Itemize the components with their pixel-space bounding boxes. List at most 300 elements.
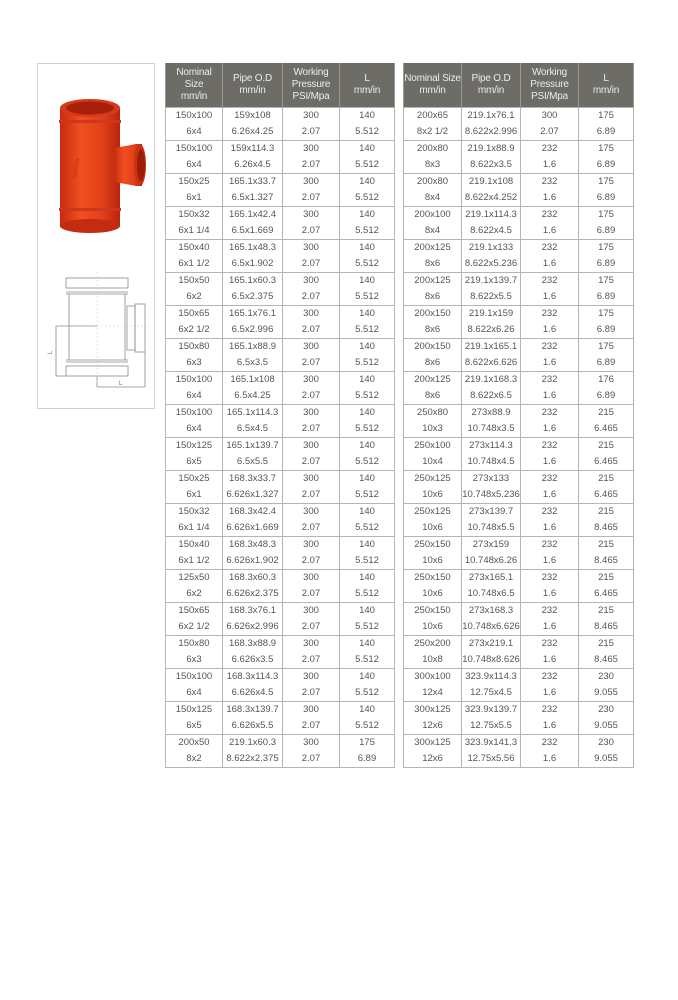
pipe-od-cell [462, 174, 521, 207]
nominal-size-cell-metric: 300x100 [414, 671, 451, 682]
table-row [166, 438, 395, 471]
pipe-od-cell-imperial: 6.5x1.902 [231, 258, 274, 269]
working-pressure-cell [283, 240, 340, 273]
nominal-size-cell-metric: 200x125 [414, 275, 451, 286]
length-l-cell-imperial: 6.89 [596, 258, 616, 269]
nominal-size-cell-metric: 250x150 [414, 539, 451, 550]
working-pressure-cell-imperial: 1.6 [542, 159, 557, 170]
pipe-od-cell [462, 405, 521, 438]
pipe-od-cell [223, 339, 283, 372]
nominal-size-cell-imperial: 6x4 [186, 390, 202, 401]
working-pressure-cell-metric: 232 [541, 572, 558, 583]
nominal-size-cell [404, 372, 462, 405]
length-l-cell-metric: 230 [598, 704, 614, 715]
length-l-cell [340, 636, 395, 669]
length-l-cell-imperial: 6.89 [596, 159, 616, 170]
length-l-cell-imperial: 6.465 [594, 489, 618, 500]
nominal-size-cell-metric: 250x150 [414, 572, 451, 583]
working-pressure-cell [283, 108, 340, 141]
nominal-size-cell-metric: 250x80 [416, 407, 449, 418]
length-l-cell-imperial: 6.89 [596, 357, 616, 368]
nominal-size-cell-metric: 200x80 [416, 176, 449, 187]
pipe-od-cell [462, 669, 521, 702]
length-l-cell-imperial: 5.512 [355, 654, 379, 665]
length-l-cell-imperial: 5.512 [355, 621, 379, 632]
working-pressure-cell-metric: 300 [303, 671, 319, 682]
nominal-size-cell-metric: 200x125 [414, 374, 451, 385]
nominal-size-cell-imperial: 10x4 [422, 456, 443, 467]
pipe-od-cell-metric: 273x114.3 [469, 440, 513, 451]
nominal-size-cell-imperial: 8x3 [424, 159, 441, 170]
table-row [404, 735, 634, 768]
working-pressure-cell-metric: 232 [541, 704, 558, 715]
working-pressure-cell-metric: 232 [541, 407, 558, 418]
length-l-cell-imperial: 5.512 [355, 357, 379, 368]
pipe-od-cell-imperial: 6.5x5.5 [236, 456, 269, 467]
nominal-size-cell [166, 636, 223, 669]
nominal-size-cell-metric: 250x125 [414, 473, 451, 484]
pipe-od-cell-imperial: 8.622x4.5 [470, 225, 512, 236]
length-l-cell-imperial: 6.89 [357, 753, 377, 764]
pipe-od-cell [223, 273, 283, 306]
working-pressure-cell-imperial: 2.07 [301, 456, 321, 467]
pipe-od-cell-metric: 159x108 [234, 110, 271, 121]
table-header-row [166, 63, 395, 108]
working-pressure-cell [521, 108, 579, 141]
length-l-cell-metric: 140 [359, 308, 375, 319]
nominal-size-cell [166, 306, 223, 339]
length-l-cell-metric: 175 [359, 737, 375, 748]
pipe-od-cell-imperial: 10.748x8.626 [462, 654, 520, 665]
length-l-cell [579, 306, 634, 339]
length-l-cell-metric: 175 [598, 143, 614, 154]
table-row [166, 636, 395, 669]
table-row [166, 405, 395, 438]
pipe-od-cell-imperial: 10.748x3.5 [467, 423, 515, 434]
length-l-cell-metric: 140 [359, 110, 375, 121]
length-l-cell-metric: 215 [598, 638, 614, 649]
working-pressure-cell-metric: 300 [303, 473, 319, 484]
length-l-cell [579, 438, 634, 471]
header-pipe-od: Pipe O.D mm/in [462, 63, 521, 108]
pipe-od-cell-imperial: 6.626x2.375 [226, 588, 279, 599]
working-pressure-cell-imperial: 1.6 [542, 522, 557, 533]
nominal-size-cell-metric: 200x125 [414, 242, 451, 253]
table-row [404, 108, 634, 141]
working-pressure-cell-imperial: 1.6 [542, 390, 557, 401]
length-l-cell-metric: 140 [359, 209, 375, 220]
length-l-cell [579, 240, 634, 273]
working-pressure-cell [521, 735, 579, 768]
nominal-size-cell-imperial: 8x2 1/2 [416, 126, 449, 137]
working-pressure-cell-imperial: 2.07 [301, 258, 321, 269]
pipe-od-cell-metric: 323.9x139.7 [464, 704, 518, 715]
nominal-size-cell-imperial: 8x6 [424, 390, 441, 401]
working-pressure-cell [283, 306, 340, 339]
working-pressure-cell [521, 405, 579, 438]
working-pressure-cell-metric: 300 [303, 539, 319, 550]
table-row [166, 207, 395, 240]
working-pressure-cell-imperial: 2.07 [301, 192, 321, 203]
length-l-cell [340, 339, 395, 372]
pipe-od-cell [223, 669, 283, 702]
length-l-cell [579, 339, 634, 372]
length-l-cell-imperial: 9.055 [594, 720, 618, 731]
nominal-size-cell [404, 735, 462, 768]
nominal-size-cell-imperial: 10x3 [422, 423, 443, 434]
pipe-od-cell-metric: 219.1x165.1 [464, 341, 518, 352]
pipe-od-cell-imperial: 8.622x5.5 [470, 291, 512, 302]
length-l-cell-imperial: 8.465 [594, 621, 618, 632]
pipe-od-cell [223, 735, 283, 768]
pipe-od-cell-imperial: 6.5x3.5 [236, 357, 269, 368]
table-row [404, 207, 634, 240]
length-l-cell-metric: 215 [598, 572, 614, 583]
working-pressure-cell [521, 702, 579, 735]
pipe-od-cell [223, 405, 283, 438]
working-pressure-cell-metric: 300 [303, 572, 319, 583]
length-l-cell-imperial: 6.89 [596, 324, 616, 335]
length-l-cell-metric: 215 [598, 473, 614, 484]
working-pressure-cell [283, 735, 340, 768]
pipe-od-cell-metric: 273x88.9 [471, 407, 511, 418]
nominal-size-cell-metric: 150x100 [175, 407, 213, 418]
working-pressure-cell [521, 669, 579, 702]
working-pressure-cell [521, 471, 579, 504]
pipe-od-cell-imperial: 6.626x2.996 [226, 621, 279, 632]
working-pressure-cell-imperial: 2.07 [301, 390, 321, 401]
length-l-cell-metric: 215 [598, 605, 614, 616]
length-l-cell-metric: 215 [598, 506, 614, 517]
table-row [166, 537, 395, 570]
pipe-od-cell-metric: 219.1x139.7 [464, 275, 518, 286]
length-l-cell-metric: 140 [359, 143, 375, 154]
length-l-cell-metric: 140 [359, 506, 375, 517]
pipe-od-cell [462, 438, 521, 471]
length-l-cell-metric: 175 [598, 209, 614, 220]
length-l-cell-imperial: 5.512 [355, 258, 379, 269]
length-l-cell-imperial: 5.512 [355, 456, 379, 467]
pipe-od-cell-imperial: 6.626x1.902 [226, 555, 279, 566]
working-pressure-cell-imperial: 1.6 [542, 654, 557, 665]
nominal-size-cell-metric: 150x100 [175, 671, 213, 682]
pipe-od-cell-imperial: 10.748x6.5 [467, 588, 515, 599]
table-row [166, 141, 395, 174]
pipe-od-cell [462, 141, 521, 174]
table-row [404, 636, 634, 669]
header-working-pressure: Working Pressure PSI/Mpa [521, 63, 579, 108]
length-l-cell-metric: 140 [359, 473, 375, 484]
length-l-cell-metric: 215 [598, 539, 614, 550]
length-l-cell-imperial: 9.055 [594, 753, 618, 764]
length-l-cell-metric: 140 [359, 671, 375, 682]
pipe-od-cell-imperial: 6.5x1.669 [231, 225, 274, 236]
length-l-cell-metric: 140 [359, 176, 375, 187]
working-pressure-cell-metric: 300 [303, 638, 319, 649]
working-pressure-cell-metric: 300 [303, 605, 319, 616]
nominal-size-cell-imperial: 10x6 [422, 522, 443, 533]
working-pressure-cell-metric: 300 [303, 506, 319, 517]
pipe-od-cell-metric: 165.1x108 [230, 374, 275, 385]
working-pressure-cell [521, 438, 579, 471]
nominal-size-cell-imperial: 8x6 [424, 324, 441, 335]
nominal-size-cell-metric: 200x80 [416, 143, 449, 154]
length-l-cell-metric: 140 [359, 704, 375, 715]
table-row [404, 141, 634, 174]
working-pressure-cell-imperial: 2.07 [301, 687, 321, 698]
length-l-cell-imperial: 5.512 [355, 489, 379, 500]
pipe-od-cell [223, 504, 283, 537]
nominal-size-cell [166, 438, 223, 471]
pipe-od-cell [223, 141, 283, 174]
pipe-od-cell-imperial: 6.26x4.5 [234, 159, 271, 170]
length-l-cell-imperial: 5.512 [355, 126, 379, 137]
working-pressure-cell-imperial: 1.6 [542, 489, 557, 500]
nominal-size-cell-metric: 150x100 [175, 374, 213, 385]
table-row [404, 702, 634, 735]
length-l-cell [340, 603, 395, 636]
nominal-size-cell [166, 339, 223, 372]
pipe-od-cell-metric: 219.1x108 [468, 176, 514, 187]
nominal-size-cell-imperial: 6x4 [186, 423, 202, 434]
length-l-cell [340, 702, 395, 735]
working-pressure-cell-metric: 232 [541, 638, 558, 649]
working-pressure-cell-metric: 232 [541, 605, 558, 616]
nominal-size-cell-metric: 150x40 [178, 539, 210, 550]
length-l-cell-imperial: 6.89 [596, 390, 616, 401]
working-pressure-cell-imperial: 1.6 [542, 588, 557, 599]
working-pressure-cell-metric: 300 [303, 374, 319, 385]
length-l-cell-metric: 140 [359, 638, 375, 649]
working-pressure-cell-metric: 232 [541, 209, 558, 220]
pipe-od-cell-imperial: 6.626x1.327 [226, 489, 279, 500]
length-l-cell-metric: 175 [598, 275, 614, 286]
table-row [404, 669, 634, 702]
nominal-size-cell-metric: 200x150 [414, 308, 451, 319]
pipe-od-cell [462, 108, 521, 141]
length-l-cell-imperial: 6.465 [594, 456, 618, 467]
pipe-od-cell [223, 702, 283, 735]
nominal-size-cell-imperial: 8x6 [424, 291, 441, 302]
length-l-cell-imperial: 5.512 [355, 588, 379, 599]
nominal-size-cell-imperial: 6x1 [186, 489, 202, 500]
working-pressure-cell-metric: 300 [303, 704, 319, 715]
pipe-od-cell-metric: 273x159 [472, 539, 510, 550]
pipe-od-cell-metric: 273x133 [472, 473, 510, 484]
length-l-cell-metric: 175 [598, 110, 614, 121]
nominal-size-cell-metric: 150x50 [178, 275, 210, 286]
product-image-panel [37, 63, 155, 409]
length-l-cell-imperial: 5.512 [355, 522, 379, 533]
pipe-od-cell-imperial: 8.622x3.5 [470, 159, 512, 170]
length-l-cell-metric: 140 [359, 407, 375, 418]
nominal-size-cell-metric: 150x100 [175, 110, 213, 121]
table-row [166, 735, 395, 768]
working-pressure-cell-imperial: 2.07 [301, 720, 321, 731]
nominal-size-cell [404, 669, 462, 702]
working-pressure-cell [521, 636, 579, 669]
working-pressure-cell-metric: 300 [541, 110, 558, 121]
length-l-cell-imperial: 8.465 [594, 555, 618, 566]
nominal-size-cell [404, 108, 462, 141]
working-pressure-cell [521, 273, 579, 306]
table-row [404, 471, 634, 504]
spec-table-right [403, 63, 634, 768]
working-pressure-cell [283, 537, 340, 570]
length-l-cell [340, 537, 395, 570]
length-l-cell [340, 669, 395, 702]
pipe-od-cell-metric: 219.1x88.9 [467, 143, 515, 154]
working-pressure-cell [283, 570, 340, 603]
spec-table-left [165, 63, 395, 768]
length-l-cell-metric: 215 [598, 407, 614, 418]
pipe-od-cell [223, 108, 283, 141]
pipe-od-cell-metric: 323.9x141.3 [464, 737, 518, 748]
pipe-od-cell [223, 570, 283, 603]
svg-text:XXXXXX: XXXXXX [72, 157, 82, 179]
working-pressure-cell [521, 174, 579, 207]
table-row [404, 504, 634, 537]
nominal-size-cell [166, 537, 223, 570]
pipe-od-cell [223, 306, 283, 339]
working-pressure-cell-imperial: 1.6 [542, 687, 557, 698]
working-pressure-cell-metric: 232 [541, 242, 558, 253]
working-pressure-cell-metric: 300 [303, 737, 319, 748]
length-l-cell [579, 537, 634, 570]
pipe-od-cell [462, 471, 521, 504]
length-l-cell-imperial: 8.465 [594, 654, 618, 665]
nominal-size-cell-metric: 150x32 [178, 506, 210, 517]
working-pressure-cell [283, 702, 340, 735]
pipe-od-cell-metric: 273x219.1 [468, 638, 514, 649]
length-l-cell [340, 372, 395, 405]
pipe-od-cell-imperial: 8.622x4.252 [464, 192, 518, 203]
nominal-size-cell-imperial: 6x3 [186, 357, 202, 368]
working-pressure-cell-metric: 300 [303, 275, 319, 286]
length-l-cell-imperial: 5.512 [355, 687, 379, 698]
length-l-cell-imperial: 5.512 [355, 555, 379, 566]
nominal-size-cell-metric: 150x80 [178, 341, 210, 352]
pipe-od-cell-metric: 159x114.3 [230, 143, 275, 154]
pipe-od-cell [462, 636, 521, 669]
length-l-cell [579, 174, 634, 207]
length-l-cell-imperial: 5.512 [355, 291, 379, 302]
header-length-l: L mm/in [340, 63, 395, 108]
nominal-size-cell-imperial: 6x5 [186, 720, 202, 731]
pipe-od-cell-imperial: 6.5x2.996 [231, 324, 274, 335]
pipe-od-cell-imperial: 10.748x6.626 [462, 621, 520, 632]
nominal-size-cell-imperial: 6x4 [186, 159, 202, 170]
pipe-od-cell [223, 372, 283, 405]
length-l-cell [579, 603, 634, 636]
length-l-cell [579, 273, 634, 306]
working-pressure-cell-metric: 232 [541, 506, 558, 517]
working-pressure-cell [521, 504, 579, 537]
working-pressure-cell-imperial: 1.6 [542, 357, 557, 368]
nominal-size-cell-metric: 200x150 [414, 341, 451, 352]
nominal-size-cell [166, 735, 223, 768]
nominal-size-cell-imperial: 12x6 [422, 720, 443, 731]
nominal-size-cell-metric: 250x150 [414, 605, 451, 616]
dimension-label-l: L [119, 381, 123, 387]
working-pressure-cell-imperial: 2.07 [301, 324, 321, 335]
working-pressure-cell-metric: 300 [303, 242, 319, 253]
length-l-cell [340, 141, 395, 174]
header-length-l: L mm/in [579, 63, 634, 108]
working-pressure-cell-imperial: 2.07 [301, 654, 321, 665]
nominal-size-cell-imperial: 8x6 [424, 357, 441, 368]
nominal-size-cell-imperial: 6x1 1/2 [178, 555, 210, 566]
pipe-od-cell-metric: 165.1x139.7 [226, 440, 279, 451]
nominal-size-cell [166, 174, 223, 207]
nominal-size-cell [166, 273, 223, 306]
length-l-cell-imperial: 5.512 [355, 720, 379, 731]
pipe-od-cell [223, 537, 283, 570]
working-pressure-cell-imperial: 1.6 [542, 258, 557, 269]
table-header-row [404, 63, 634, 108]
working-pressure-cell [283, 372, 340, 405]
pipe-od-cell [462, 504, 521, 537]
table-row [404, 438, 634, 471]
pipe-od-cell-imperial: 10.748x4.5 [467, 456, 515, 467]
nominal-size-cell [166, 405, 223, 438]
length-l-cell [340, 735, 395, 768]
working-pressure-cell-imperial: 1.6 [542, 225, 557, 236]
pipe-od-cell-metric: 168.3x60.3 [228, 572, 276, 583]
table-row [166, 504, 395, 537]
working-pressure-cell-metric: 232 [541, 539, 558, 550]
working-pressure-cell [521, 537, 579, 570]
working-pressure-cell-imperial: 2.07 [301, 621, 321, 632]
length-l-cell [579, 504, 634, 537]
length-l-cell [579, 405, 634, 438]
pipe-od-cell-metric: 219.1x60.3 [228, 737, 276, 748]
length-l-cell-imperial: 5.512 [355, 192, 379, 203]
header-working-pressure: Working Pressure PSI/Mpa [283, 63, 340, 108]
spec-table-left-body [166, 108, 395, 768]
pipe-od-cell-imperial: 10.748x5.236 [462, 489, 520, 500]
working-pressure-cell-metric: 232 [541, 737, 558, 748]
pipe-od-cell-metric: 168.3x76.1 [228, 605, 276, 616]
pipe-od-cell-imperial: 8.622x6.26 [467, 324, 515, 335]
pipe-od-cell-metric: 165.1x88.9 [228, 341, 276, 352]
pipe-od-cell-imperial: 6.5x1.327 [231, 192, 274, 203]
nominal-size-cell-imperial: 6x1 1/2 [178, 258, 210, 269]
pipe-od-cell [223, 636, 283, 669]
length-l-cell-imperial: 5.512 [355, 159, 379, 170]
pipe-od-cell [462, 240, 521, 273]
length-l-cell [579, 471, 634, 504]
nominal-size-cell [166, 240, 223, 273]
pipe-od-cell-imperial: 10.748x5.5 [467, 522, 515, 533]
length-l-cell-imperial: 9.055 [594, 687, 618, 698]
working-pressure-cell [521, 240, 579, 273]
working-pressure-cell-imperial: 1.6 [542, 753, 557, 764]
working-pressure-cell-metric: 300 [303, 209, 319, 220]
nominal-size-cell-metric: 150x100 [175, 143, 213, 154]
length-l-cell [340, 405, 395, 438]
table-row [404, 273, 634, 306]
working-pressure-cell-metric: 300 [303, 308, 319, 319]
working-pressure-cell-imperial: 2.07 [301, 489, 321, 500]
pipe-od-cell [223, 438, 283, 471]
table-row [166, 174, 395, 207]
nominal-size-cell-metric: 125x50 [178, 572, 210, 583]
length-l-cell-metric: 140 [359, 440, 375, 451]
table-row [404, 603, 634, 636]
svg-text:L: L [48, 350, 54, 354]
working-pressure-cell-metric: 232 [541, 341, 558, 352]
